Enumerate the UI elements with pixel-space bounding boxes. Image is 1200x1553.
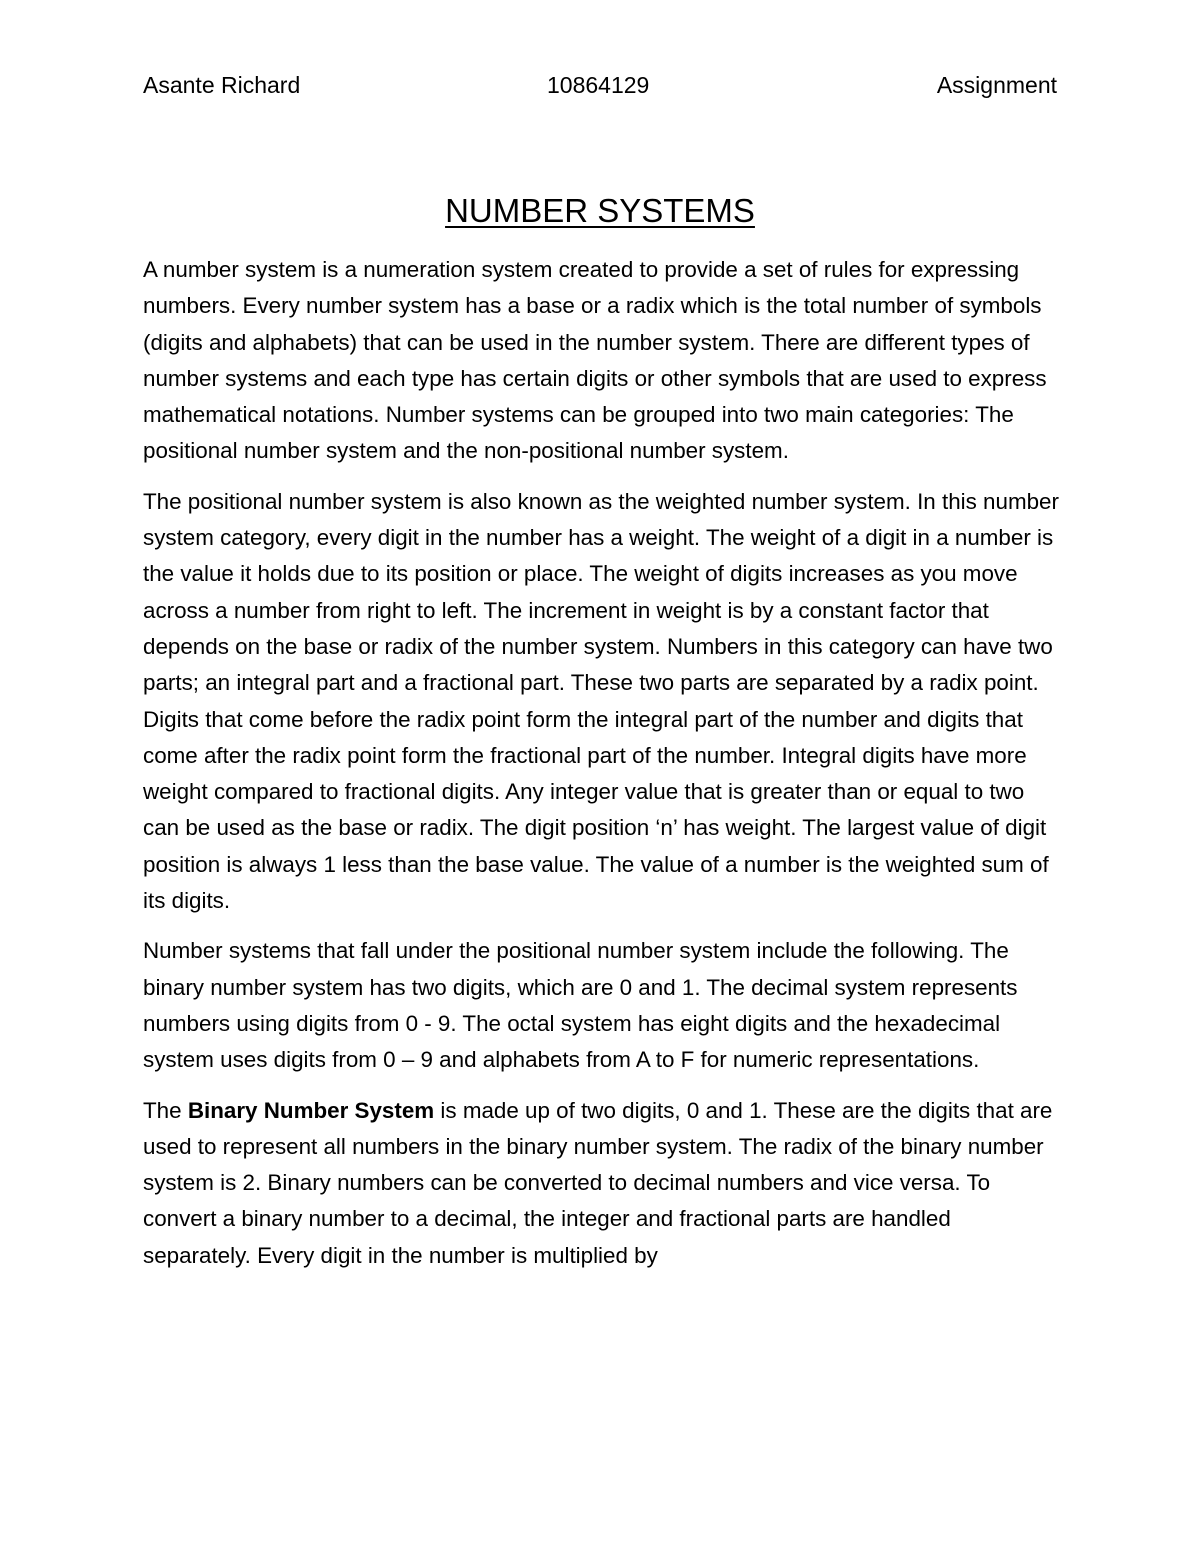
- paragraph-binary-prefix: The: [143, 1097, 188, 1123]
- document-title: NUMBER SYSTEMS: [445, 192, 755, 229]
- paragraph-positional: The positional number system is also known as the weighted number system. In this number system category, every digit in the number has a weight. The weight of a digit in a number is the value it holds due to its position or place. The weight of digits increases as you move across a number from right to left. The increment in weight is by a constant factor that depends on the base or radix of the number system. Numbers in this category can have two parts; an integral part and a fractional part. These two parts are separated by a radix point. Digits that come before the radix point form the integral part of the number and digits that come after the radix point form the fractional part of the number. Integral digits have more weight compared to fractional digits. Any integer value that is greater than or equal to two can be used as the base or radix. The digit position ‘n’ has weight. The largest value of digit position is always 1 less than the base value. The value of a number is the weighted sum of its digits.: [143, 488, 1059, 914]
- paragraph-binary-rest: is made up of two digits, 0 and 1. These are the digits that are used to represent all numbers in the binary number system. The radix of the binary number system is 2. Binary numbers can be converted to decimal numbers and vice versa. To convert a binary number to a decimal, the integer and fractional parts are handled separately. Every digit in the number is multiplied by: [143, 1097, 1053, 1268]
- document-body: [143, 252, 1063, 1274]
- page-header: [143, 72, 1057, 106]
- author-name: Asante Richard: [143, 72, 301, 98]
- paragraph-types: Number systems that fall under the positional number system include the following. The binary number system has two digits, which are 0 and 1. The decimal system represents numbers using digits from 0 - 9. The octal system has eight digits and the hexadecimal system uses digits from 0 – 9 and alphabets from A to F for numeric representations.: [143, 938, 1018, 1073]
- assignment-label: Assignment: [936, 72, 1057, 98]
- paragraph-binary: [143, 1093, 1063, 1274]
- paragraph-intro: A number system is a numeration system created to provide a set of rules for expressing numbers. Every number system has a base or a radix which is the total number of symbols (digits and alphabets) that can be used in the number system. There are different types of number systems and each type has certain digits or other symbols that are used to express mathematical notations. Number systems can be grouped into two main categories: The positional number system and the non-positional number system.: [143, 257, 1047, 464]
- student-id: 10864129: [547, 72, 650, 98]
- binary-number-system-term: Binary Number System: [187, 1097, 435, 1123]
